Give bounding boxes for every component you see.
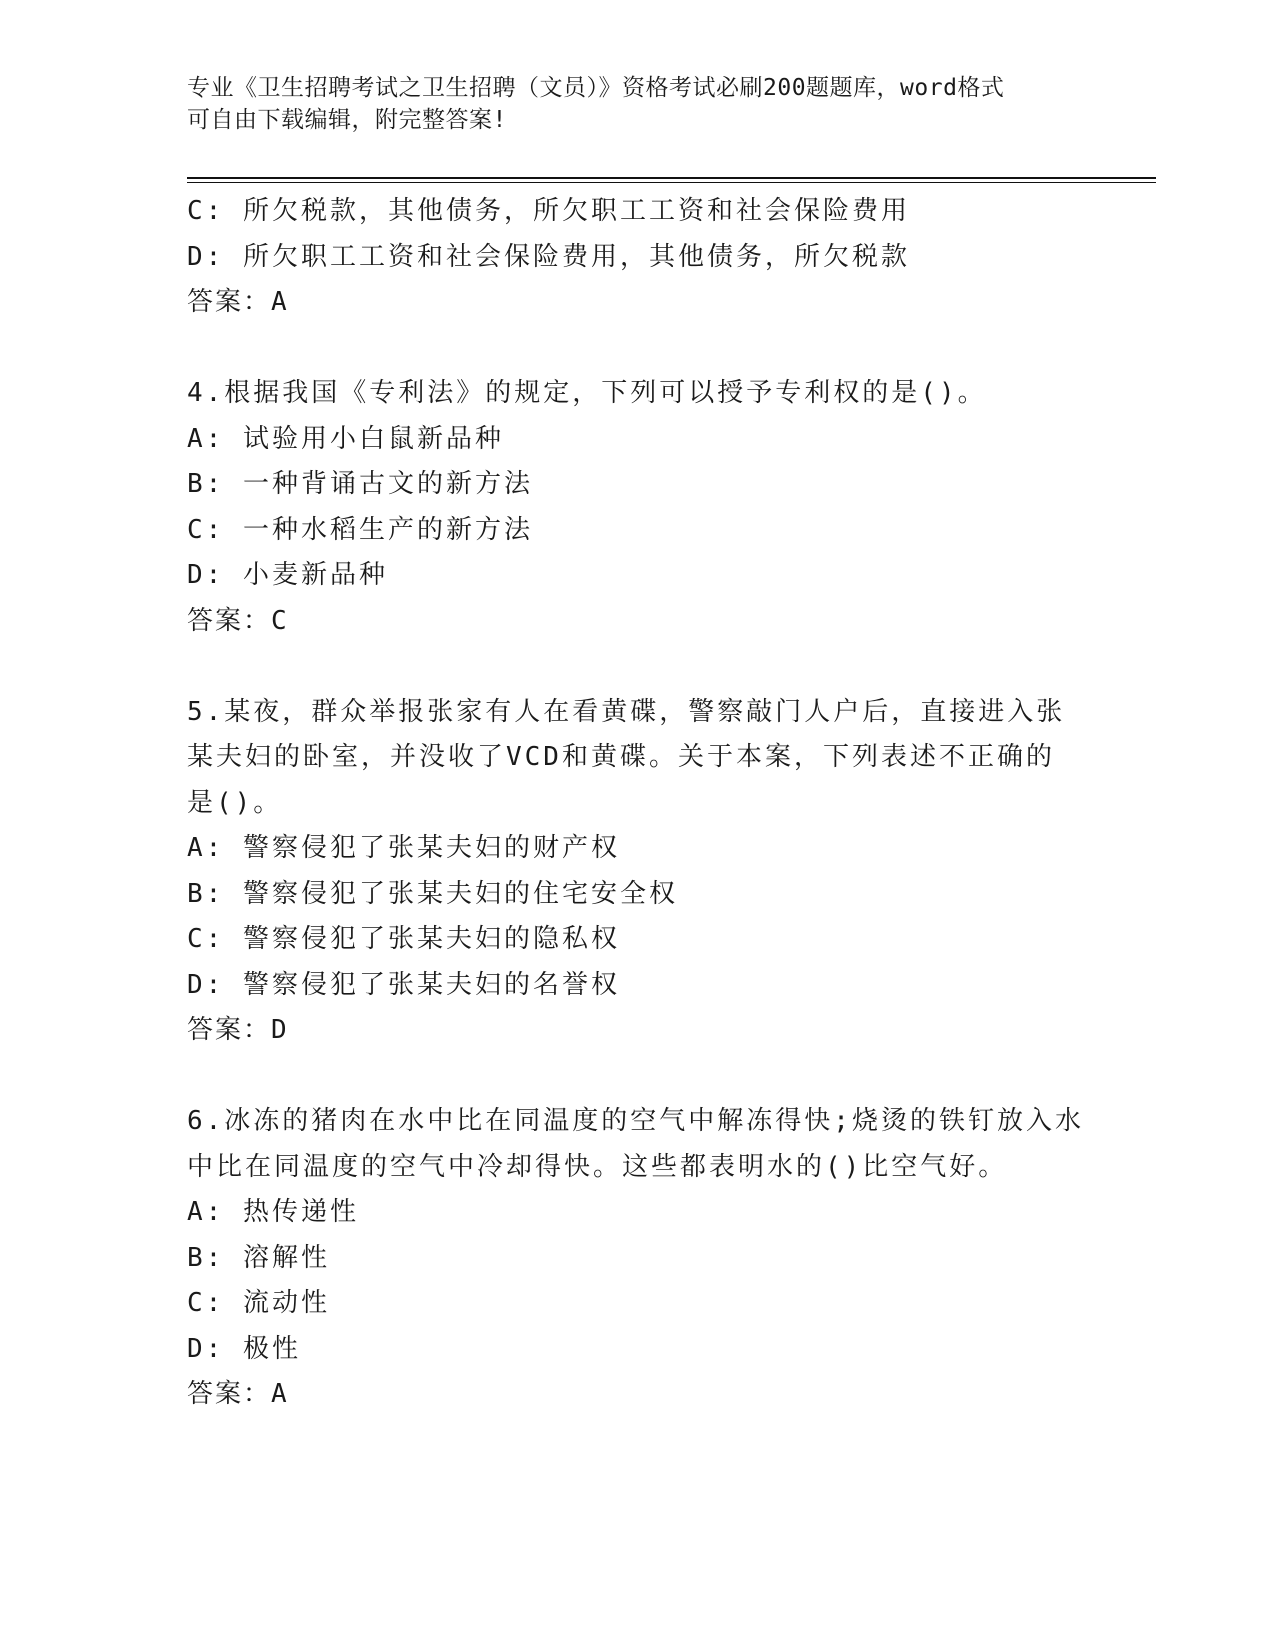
option-d: D: 极性 (187, 1333, 301, 1364)
option-d: D: 所欠职工工资和社会保险费用，其他债务，所欠税款 (187, 241, 910, 272)
answer-line: 答案：A (187, 287, 289, 317)
option-d: D: 警察侵犯了张某夫妇的名誉权 (187, 969, 620, 1000)
answer-line: 答案：C (187, 605, 289, 636)
option-c: C: 一种水稻生产的新方法 (187, 514, 533, 545)
question-5 (187, 690, 1087, 1054)
question-4 (187, 371, 1087, 644)
question-stem-line-2: 某夫妇的卧室，并没收了VCD和黄碟。关于本案，下列表述不正确的 (187, 742, 1055, 772)
document-header (187, 72, 1087, 136)
option-a: A: 试验用小白鼠新品种 (187, 423, 504, 454)
header-line-1: 专业《卫生招聘考试之卫生招聘（文员）》资格考试必刷200题题库，word格式 (187, 75, 1005, 101)
option-c: C: 所欠税款，其他债务，所欠职工工资和社会保险费用 (187, 196, 910, 226)
question-3-tail (187, 189, 1087, 326)
option-b: B: 警察侵犯了张某夫妇的住宅安全权 (187, 878, 678, 909)
answer-line: 答案：D (187, 1015, 289, 1045)
option-b: B: 一种背诵古文的新方法 (187, 469, 533, 499)
option-d: D: 小麦新品种 (187, 560, 388, 590)
option-a: A: 热传递性 (187, 1197, 359, 1227)
header-divider-thin (187, 182, 1156, 183)
question-stem-line-1: 6.冰冻的猪肉在水中比在同温度的空气中解冻得快;烧烫的铁钉放入水 (187, 1106, 1084, 1136)
question-stem-line-2: 中比在同温度的空气中冷却得快。这些都表明水的()比空气好。 (187, 1151, 1008, 1182)
option-b: B: 溶解性 (187, 1242, 330, 1273)
spacer (187, 1054, 1087, 1100)
answer-line: 答案：A (187, 1379, 289, 1409)
question-stem-line-3: 是()。 (187, 787, 283, 818)
option-c: C: 流动性 (187, 1288, 330, 1318)
question-stem: 4.根据我国《专利法》的规定，下列可以授予专利权的是()。 (187, 378, 987, 408)
option-c: C: 警察侵犯了张某夫妇的隐私权 (187, 924, 620, 954)
question-stem-line-1: 5.某夜，群众举报张家有人在看黄碟，警察敲门人户后，直接进入张 (187, 696, 1066, 727)
spacer (187, 644, 1087, 690)
spacer (187, 326, 1087, 372)
option-a: A: 警察侵犯了张某夫妇的财产权 (187, 833, 620, 863)
question-6 (187, 1099, 1087, 1418)
question-list (187, 189, 1087, 1418)
header-divider-thick (187, 177, 1156, 179)
header-line-2: 可自由下载编辑，附完整答案! (187, 107, 507, 133)
